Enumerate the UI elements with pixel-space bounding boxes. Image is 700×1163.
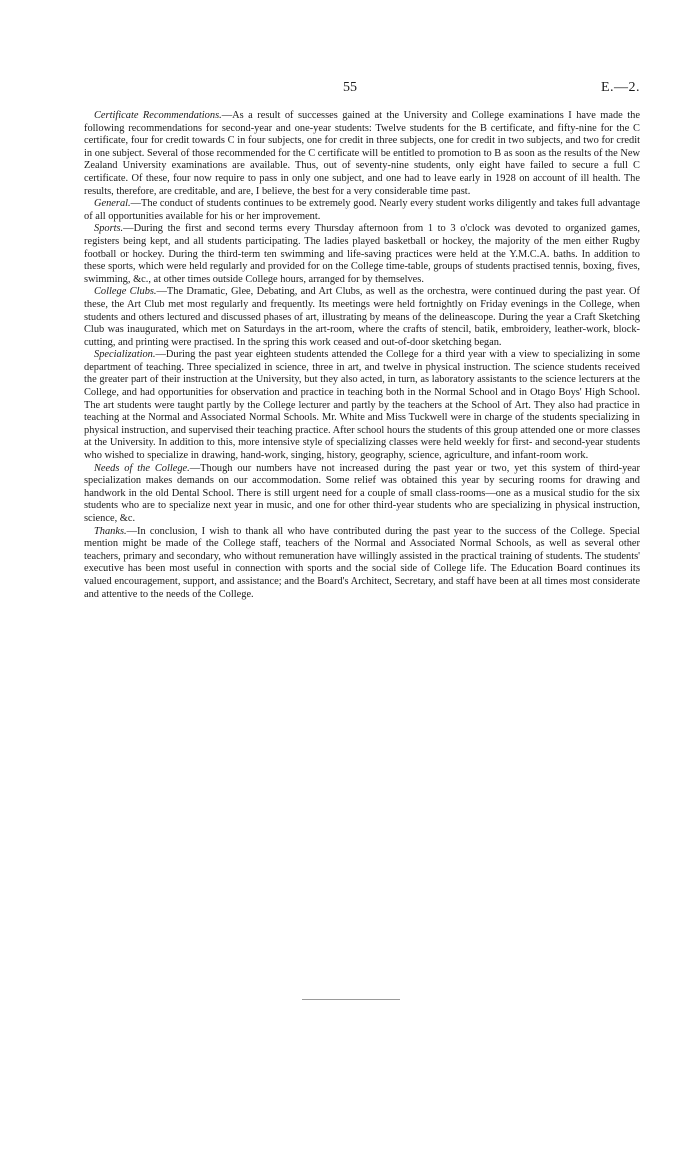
paragraph-text: —As a result of successes gained at the University and College examinations I have made the following recommendations for second-year and one-year students: Twelve students for the B certificate, and fifty-nine for the C certificate, four for credit towards C in four subjects, one for credit in three subjects, one for credit in two subjects, and two for credit in one subject. Several of those recommended for the C certificate will be entitled to promotion to B as soon as the results of the New Zealand University examinations are available. Thus, out of seventy-nine students, only eight have failed to secure a full C certificate. Of these, four now require to pass in only one subject, and one had to leave early in 1928 on account of ill health. The results, therefore, are creditable, and are, I believe, the best for a very considerable time past. bbox=[84, 110, 640, 197]
paragraph-text: —During the past year eighteen students attended the College for a third year with a view to specializing in some department of teaching. Three specialized in science, three in art, and twelve in physical instruction. The science students received the greater part of their instruction at the University, but they also acted, in turn, as laboratory assistants to the science lecturers at the College, and had opportunities for observation and practice in teaching both in the Normal School and in Otago Boys' High School. The art students were taught partly by the College lecturer and partly by the teachers at the School of Art. They also had practice in teaching at the Normal and Associated Normal Schools. Mr. White and Miss Tuckwell were in charge of the students specializing in physical instruction, and supervised their teaching practice. After school hours the students of this group attended one or more classes at the University. In addition to this, more intensive style of specializing classes were held weekly for first- and second-year students who wished to specialize in drawing, hand-work, singing, history, geography, science, agriculture, and infant-room work. bbox=[84, 349, 640, 462]
paragraph-needs-of-the-college bbox=[84, 463, 640, 526]
page-number: 55 bbox=[343, 80, 357, 95]
paragraph-text: —In conclusion, I wish to thank all who have contributed during the past year to the success of the College. Special mention might be made of the College staff, teachers of the Normal and Associated Normal Schools, as well as several other teachers, primary and secondary, who without remuneration have willingly assisted in the practical training of students. The students' executive has been most useful in connection with sports and the social side of College life. The Education Board continues its valued encouragement, support, and assistance; and the Board's Architect, Secretary, and staff have been at all times most considerate and attentive to the needs of the College. bbox=[84, 525, 640, 600]
paragraph-thanks bbox=[84, 526, 640, 602]
paragraph-text: —During the first and second terms every Thursday afternoon from 1 to 3 o'clock was devoted to organized games, registers being kept, and all students participating. The ladies played basketball or hockey, the majority of the men either Rugby football or hockey. During the third-term ten swimming and life-saving practices were held at the Y.M.C.A. baths. In addition to these sports, which were held regularly and provided for on the College time-table, groups of students practised tennis, boxing, fives, swimming, &c., at other times outside College hours, arranged for by themselves. bbox=[84, 223, 640, 285]
paragraph-text: —The Dramatic, Glee, Debating, and Art Clubs, as well as the orchestra, were continued during the past year. Of these, the Art Club met most regularly and frequently. Its meetings were held fortnightly on Friday evenings in the College, when students and others lectured and discussed phases of art, illustrating by means of the delineascope. During the year a Craft Sketching Club was inaugurated, which met on Saturdays in the art-room, where the crafts of stencil, batik, embroidery, leather-work, block-cutting, and printing were practised. In the spring this work ceased and out-of-door sketching began. bbox=[84, 286, 640, 348]
paragraph-heading: Needs of the College. bbox=[94, 462, 190, 474]
paragraph-heading: General. bbox=[94, 198, 131, 210]
paragraph-heading: Sports. bbox=[94, 223, 124, 235]
paragraph-general bbox=[84, 198, 640, 223]
paragraph-text: —The conduct of students continues to be extremely good. Nearly every student works diligently and takes full advantage of all opportunities available for his or her improvement. bbox=[84, 198, 640, 222]
paragraph-text: —Though our numbers have not increased during the past year or two, yet this system of third-year specialization makes demands on our accommodation. Some relief was obtained this year by securing rooms for drawing and handwork in the old Dental School. There is still urgent need for a couple of small class-rooms—one as a musical studio for the six students who are to specialize next year in music, and one for other third-year students who are specializing in physical instruction, science, &c. bbox=[84, 462, 640, 524]
paragraph-sports bbox=[84, 223, 640, 286]
document-reference: E.—2. bbox=[600, 80, 640, 95]
paragraph-heading: College Clubs. bbox=[94, 286, 157, 298]
footer-divider bbox=[302, 999, 400, 1000]
report-body bbox=[84, 110, 640, 601]
paragraph-certificate-recommendations bbox=[84, 110, 640, 198]
paragraph-specialization bbox=[84, 349, 640, 462]
paragraph-heading: Specialization. bbox=[94, 349, 156, 361]
paragraph-heading: Certificate Recommendations. bbox=[94, 110, 222, 121]
paragraph-college-clubs bbox=[84, 286, 640, 349]
paragraph-heading: Thanks. bbox=[94, 525, 127, 537]
